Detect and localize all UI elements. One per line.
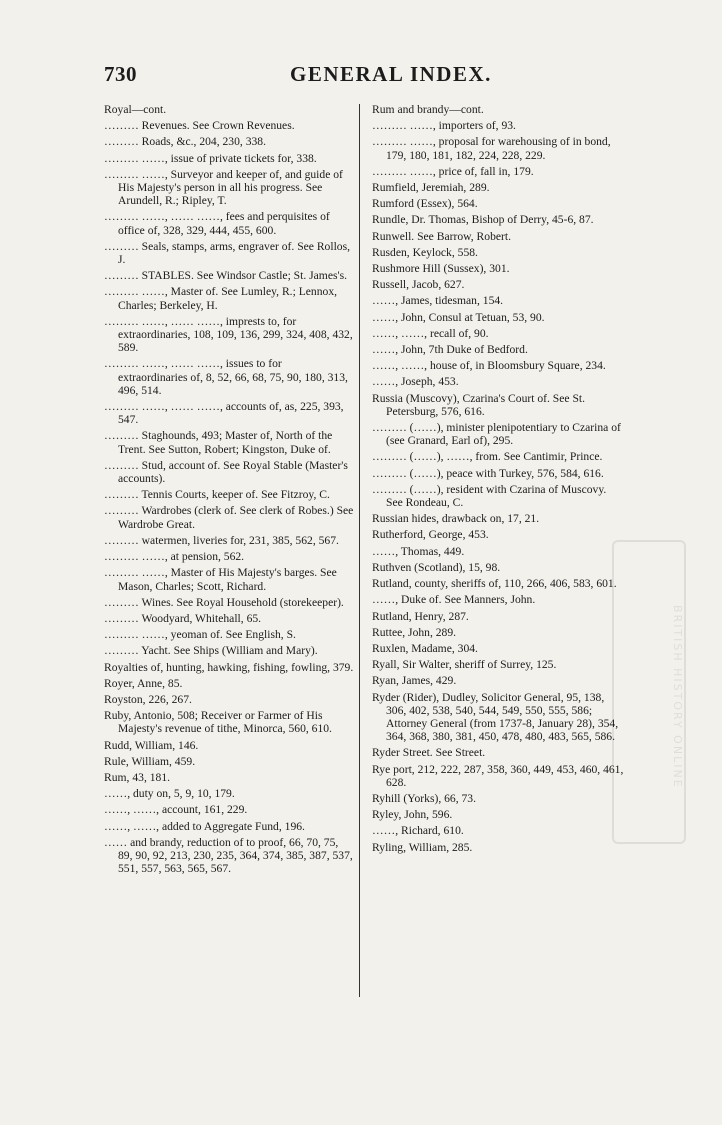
index-entry: ……… ……, price of, fall in, 179. — [372, 164, 534, 178]
index-entry: ……… ……, importers of, 93. — [372, 119, 516, 133]
index-entry: ……, ……, recall of, 90. — [372, 326, 489, 340]
index-entry: ……… ……, issue of private tickets for, 338. — [104, 151, 317, 165]
index-entry: Ryan, James, 429. — [372, 674, 457, 688]
left-column — [104, 103, 354, 878]
index-entry: ……… STABLES. See Windsor Castle; St. James's. — [104, 269, 347, 283]
index-entry: ……… ……, Master of. See Lumley, R.; Lennox, Charles; Berkeley, H. — [104, 285, 338, 312]
index-entry: Royer, Anne, 85. — [104, 676, 183, 690]
index-entry: Russell, Jacob, 627. — [372, 278, 465, 292]
watermark-stamp: BRITISH HISTORY ONLINE — [612, 540, 686, 844]
index-entry: Rye port, 212, 222, 287, 358, 360, 449, 453, 460, 461, 628. — [372, 762, 624, 789]
index-entry: ……… Woodyard, Whitehall, 65. — [104, 611, 262, 625]
index-entry: Runwell. See Barrow, Robert. — [372, 229, 511, 243]
index-entry: ……… ……, Master of His Majesty's barges. See Mason, Charles; Scott, Richard. — [104, 566, 337, 593]
index-entry: ……… Stud, account of. See Royal Stable (Master's accounts). — [104, 458, 348, 486]
index-entry: ……… ……, yeoman of. See English, S. — [104, 628, 296, 642]
index-entry: ……, duty on, 5, 9, 10, 179. — [104, 787, 235, 801]
index-entry: Ryder (Rider), Dudley, Solicitor General, 95, 138, 306, 402, 538, 540, 544, 549, 550, 555, 586; Attorney General (from 1737-8, January 28), 354, 364, 368, 380, 381, 450, 478, 480, 483, 565, 586. — [372, 690, 619, 744]
index-entry: ……, ……, account, 161, 229. — [104, 803, 248, 817]
right-column — [372, 103, 624, 857]
index-entry: ……, ……, house of, in Bloomsbury Square, 234. — [372, 359, 606, 373]
index-entry: ……, Duke of. See Manners, John. — [372, 593, 536, 607]
index-entry: ……… Yacht. See Ships (William and Mary). — [104, 644, 318, 658]
index-entry: ……… ……, …… ……, imprests to, for extraordinaries, 108, 109, 136, 299, 324, 408, 432, 589. — [104, 314, 353, 355]
index-entry: Ruttee, John, 289. — [372, 625, 457, 639]
index-entry: Rutland, county, sheriffs of, 110, 266, 406, 583, 601. — [372, 577, 617, 591]
index-entry: ……, John, 7th Duke of Bedford. — [372, 343, 528, 357]
index-entry: ……, Thomas, 449. — [372, 544, 465, 558]
index-entry: …… and brandy, reduction of to proof, 66, 70, 75, 89, 90, 92, 213, 230, 235, 364, 374, 385, 387, 537, 551, 557, 563, 565, 567. — [104, 835, 353, 876]
index-entry: ……… Revenues. See Crown Revenues. — [104, 119, 295, 133]
index-entry: ……, Joseph, 453. — [372, 375, 459, 389]
index-entry: Rumfield, Jeremiah, 289. — [372, 181, 490, 195]
index-entry: Ruxlen, Madame, 304. — [372, 641, 478, 655]
index-entry: ……… ……, Surveyor and keeper of, and guide of His Majesty's person in all his progress. See Arundell, R.; Ripley, T. — [104, 167, 343, 208]
index-entry: Rusden, Keylock, 558. — [372, 245, 478, 259]
index-entry: Rum, 43, 181. — [104, 770, 171, 784]
index-entry: Rutherford, George, 453. — [372, 528, 489, 542]
index-entry: Rudd, William, 146. — [104, 738, 199, 752]
index-entry: ……, John, Consul at Tetuan, 53, 90. — [372, 310, 545, 324]
index-entry: Royalties of, hunting, hawking, fishing, fowling, 379. — [104, 660, 354, 674]
page-number: 730 — [104, 62, 137, 86]
page-title: GENERAL INDEX. — [290, 62, 492, 86]
index-entry: Rum and brandy—cont. — [372, 103, 484, 116]
index-entry: ……… ……, …… ……, accounts of, as, 225, 393, 547. — [104, 400, 344, 427]
index-entry: ……, James, tidesman, 154. — [372, 294, 504, 308]
index-entry: Ruby, Antonio, 508; Receiver or Farmer of His Majesty's revenue of tithe, Minorca, 560, 610. — [104, 709, 332, 736]
index-entry: Rundle, Dr. Thomas, Bishop of Derry, 45-6, 87. — [372, 213, 594, 227]
index-entry: ……… ……, proposal for warehousing of in bond, 179, 180, 181, 182, 224, 228, 229. — [372, 135, 611, 162]
index-entry: ……… Seals, stamps, arms, engraver of. See Rollos, J. — [104, 239, 351, 267]
index-entry: ……… (……), peace with Turkey, 576, 584, 616. — [372, 466, 604, 480]
index-entry: ……… Wines. See Royal Household (storekeeper). — [104, 595, 344, 609]
index-entry: Royal—cont. — [104, 103, 167, 116]
index-entry: ……… ……, …… ……, issues to for extraordinaries of, 8, 52, 66, 68, 75, 90, 180, 313, 496, 514. — [104, 357, 348, 397]
column-divider — [359, 104, 360, 997]
index-entry: ……… ……, …… ……, fees and perquisites of office of, 328, 329, 444, 455, 600. — [104, 210, 330, 237]
index-entry: ……… (……), resident with Czarina of Muscovy. See Rondeau, C. — [372, 482, 607, 510]
index-entry: ……… Wardrobes (clerk of. See clerk of Robes.) See Wardrobe Great. — [104, 504, 354, 531]
index-entry: ……, Richard, 610. — [372, 824, 464, 838]
index-entry: ……… (……), ……, from. See Cantimir, Prince. — [372, 450, 603, 464]
index-entry: Rushmore Hill (Sussex), 301. — [372, 262, 510, 276]
index-entry: Ryall, Sir Walter, sheriff of Surrey, 125. — [372, 658, 557, 672]
index-entry: Rutland, Henry, 287. — [372, 609, 469, 623]
index-entry: ……… Staghounds, 493; Master of, North of the Trent. See Sutton, Robert; Kingston, Duke of. — [104, 429, 333, 456]
index-entry: Ryder Street. See Street. — [372, 746, 486, 760]
index-entry: ……… ……, at pension, 562. — [104, 550, 245, 564]
index-entry: Russian hides, drawback on, 17, 21. — [372, 512, 540, 526]
index-entry: ……… (……), minister plenipotentiary to Czarina of (see Granard, Earl of), 295. — [372, 421, 621, 448]
index-entry: Rule, William, 459. — [104, 754, 196, 768]
index-entry: ……… Tennis Courts, keeper of. See Fitzroy, C. — [104, 488, 330, 502]
index-entry: Ruthven (Scotland), 15, 98. — [372, 560, 501, 574]
index-entry: Ryhill (Yorks), 66, 73. — [372, 791, 477, 805]
index-entry: Royston, 226, 267. — [104, 692, 192, 706]
index-entry: ……, ……, added to Aggregate Fund, 196. — [104, 819, 305, 833]
index-entry: ……… watermen, liveries for, 231, 385, 562, 567. — [104, 533, 339, 547]
index-entry: Russia (Muscovy), Czarina's Court of. See St. Petersburg, 576, 616. — [372, 391, 586, 418]
index-entry: Ryley, John, 596. — [372, 808, 453, 822]
index-entry: Ryling, William, 285. — [372, 840, 473, 854]
index-entry: Rumford (Essex), 564. — [372, 197, 478, 211]
index-entry: ……… Roads, &c., 204, 230, 338. — [104, 135, 266, 149]
